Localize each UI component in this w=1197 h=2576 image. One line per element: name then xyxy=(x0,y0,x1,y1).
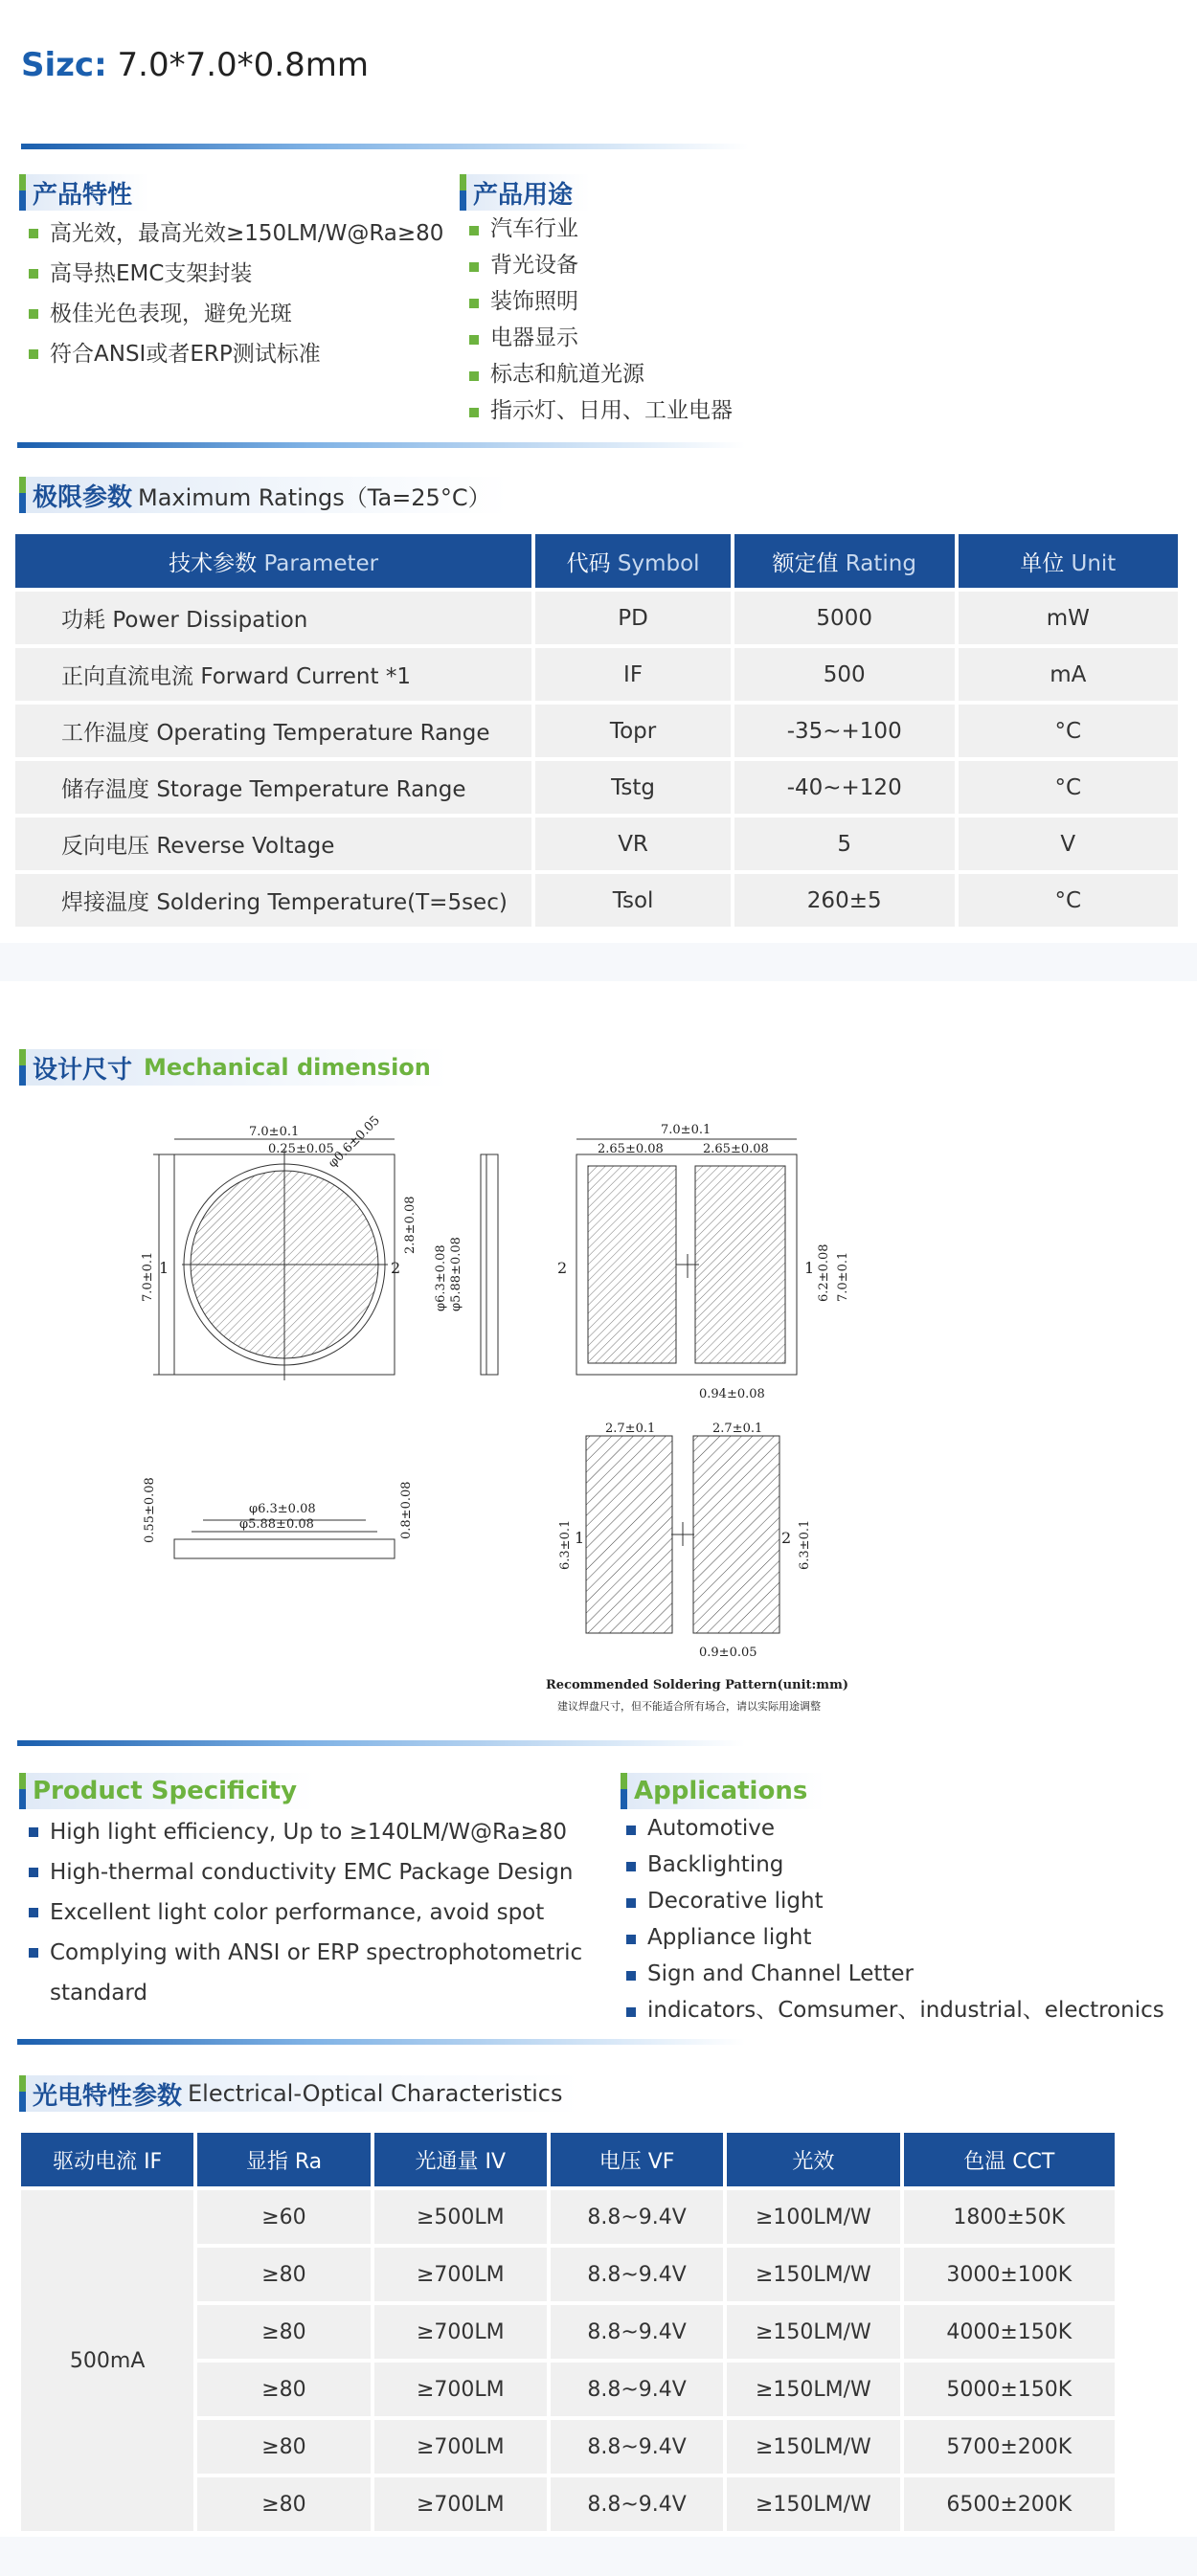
section-title-en: Maximum Ratings（Ta=25°C） xyxy=(138,483,491,511)
cell-unit: °C xyxy=(959,761,1178,814)
list-item: Sign and Channel Letter xyxy=(622,1956,1164,1992)
param-zh: 反向电压 xyxy=(61,834,149,859)
dim-label: 2.65±0.08 xyxy=(703,1142,769,1156)
list-item: 高光效，最高光效≥150LM/W@Ra≥80 xyxy=(25,213,443,254)
cell-rating: 5 xyxy=(734,818,955,870)
param-en: Power Dissipation xyxy=(112,608,308,633)
cell-vf: 8.8~9.4V xyxy=(551,2190,723,2244)
section-title-eo xyxy=(19,2075,580,2112)
list-item: 符合ANSI或者ERP测试标准 xyxy=(25,334,443,374)
col-header: 光效 xyxy=(727,2133,899,2186)
divider xyxy=(17,1740,745,1746)
cell-symbol: VR xyxy=(535,818,731,870)
col-header: 驱动电流 IF xyxy=(21,2133,193,2186)
section-title-text: Product Specificity xyxy=(33,1777,298,1805)
col-header-symbol xyxy=(535,534,731,588)
drawing-caption-zh: 建议焊盘尺寸，但不能适合所有场合，请以实际用途调整 xyxy=(557,1700,821,1713)
spec-en-list xyxy=(25,1812,582,2013)
header-en: Parameter xyxy=(263,550,379,576)
section-title-uses-cn xyxy=(460,174,590,211)
param-zh: 正向直流电流 xyxy=(61,664,193,689)
col-header-unit xyxy=(959,534,1178,588)
param-en: Soldering Temperature(T=5sec) xyxy=(156,890,508,915)
cell-iv: ≥700LM xyxy=(374,2420,547,2474)
list-item: Appliance light xyxy=(622,1919,1164,1956)
cell-rating: -35~+100 xyxy=(734,705,955,757)
section-title-zh: 设计尺寸 xyxy=(33,1055,133,1085)
cell-parameter xyxy=(15,705,531,757)
cell-ra: ≥80 xyxy=(197,2477,370,2531)
pin-label: 2 xyxy=(391,1259,401,1277)
header-zh: 单位 xyxy=(1020,550,1065,576)
dim-label: 7.0±0.1 xyxy=(249,1125,300,1139)
cell-cct: 3000±100K xyxy=(904,2248,1115,2301)
cell-rating: 5000 xyxy=(734,592,955,644)
features-cn-list xyxy=(25,213,443,374)
cell-iv: ≥500LM xyxy=(374,2190,547,2244)
col-header-parameter xyxy=(15,534,531,588)
list-item: High-thermal conductivity EMC Package Design xyxy=(25,1852,582,1893)
section-title-ratings xyxy=(19,477,508,513)
cell-vf: 8.8~9.4V xyxy=(551,2420,723,2474)
cell-eff: ≥150LM/W xyxy=(727,2248,899,2301)
cell-unit: mW xyxy=(959,592,1178,644)
section-title-text: Applications xyxy=(634,1777,808,1805)
param-en: Storage Temperature Range xyxy=(156,777,466,802)
cell-vf: 8.8~9.4V xyxy=(551,2477,723,2531)
cell-cct: 5000±150K xyxy=(904,2363,1115,2416)
section-title-apps-en xyxy=(621,1773,824,1809)
cell-symbol: Tstg xyxy=(535,761,731,814)
divider xyxy=(17,442,745,448)
list-item: 汽车行业 xyxy=(465,211,733,247)
cell-eff: ≥150LM/W xyxy=(727,2477,899,2531)
cell-ra: ≥80 xyxy=(197,2420,370,2474)
cell-cct: 5700±200K xyxy=(904,2420,1115,2474)
pin-label: 1 xyxy=(575,1529,585,1547)
cell-parameter xyxy=(15,761,531,814)
param-zh: 功耗 xyxy=(61,608,105,633)
cell-cct: 6500±200K xyxy=(904,2477,1115,2531)
list-item: Excellent light color performance, avoid spot xyxy=(25,1893,582,1933)
pad-view xyxy=(576,1139,797,1375)
section-title-features-cn xyxy=(19,174,149,211)
list-item-continuation: standard xyxy=(50,1981,148,2005)
table-row xyxy=(15,874,1178,927)
eo-table xyxy=(17,2129,1118,2535)
table-row xyxy=(15,592,1178,644)
list-item: 电器显示 xyxy=(465,320,733,356)
table-header-row xyxy=(15,534,1178,588)
dim-label: 2.65±0.08 xyxy=(598,1142,664,1156)
param-zh: 工作温度 xyxy=(61,721,149,746)
list-item: 装饰照明 xyxy=(465,283,733,320)
size-value: 7.0*7.0*0.8mm xyxy=(117,46,369,84)
header-zh: 技术参数 xyxy=(169,550,258,576)
cell-symbol: Topr xyxy=(535,705,731,757)
dim-label: 2.7±0.1 xyxy=(605,1422,656,1436)
cell-symbol: PD xyxy=(535,592,731,644)
cell-vf: 8.8~9.4V xyxy=(551,2363,723,2416)
col-header: 显指 Ra xyxy=(197,2133,370,2186)
mechanical-drawing xyxy=(124,1110,852,1723)
table-header-row xyxy=(21,2133,1115,2186)
header-zh: 额定值 xyxy=(772,550,839,576)
cell-ra: ≥80 xyxy=(197,2363,370,2416)
cell-vf: 8.8~9.4V xyxy=(551,2248,723,2301)
pin-label: 1 xyxy=(159,1259,169,1277)
section-band xyxy=(0,2537,1197,2576)
cell-rating: -40~+120 xyxy=(734,761,955,814)
cell-unit: °C xyxy=(959,705,1178,757)
list-item: High light efficiency, Up to ≥140LM/W@Ra≥80 xyxy=(25,1812,582,1852)
col-header: 电压 VF xyxy=(551,2133,723,2186)
col-header-rating xyxy=(734,534,955,588)
header-en: Rating xyxy=(845,550,916,576)
dim-label: 7.0±0.1 xyxy=(836,1251,850,1302)
cell-eff: ≥150LM/W xyxy=(727,2363,899,2416)
list-item: Complying with ANSI or ERP spectrophotometric xyxy=(25,1933,582,1973)
dim-label: φ5.88±0.08 xyxy=(239,1517,314,1532)
cell-iv: ≥700LM xyxy=(374,2363,547,2416)
param-zh: 焊接温度 xyxy=(61,890,149,915)
cell-parameter xyxy=(15,592,531,644)
header-en: Unit xyxy=(1071,550,1117,576)
list-item: Automotive xyxy=(622,1810,1164,1847)
cell-ra: ≥80 xyxy=(197,2248,370,2301)
param-zh: 储存温度 xyxy=(61,777,149,802)
uses-cn-list xyxy=(465,211,733,429)
cell-cct: 1800±50K xyxy=(904,2190,1115,2244)
dim-label: 0.55±0.08 xyxy=(143,1477,157,1543)
dim-label: 2.7±0.1 xyxy=(712,1422,763,1436)
cell-rating: 260±5 xyxy=(734,874,955,927)
size-label: Sizc: xyxy=(21,46,107,84)
dim-label: 0.9±0.05 xyxy=(699,1646,757,1660)
list-item: indicators、Comsumer、industrial、electronics xyxy=(622,1992,1164,2028)
dim-label: 0.8±0.08 xyxy=(399,1481,414,1539)
param-en: Reverse Voltage xyxy=(156,834,335,859)
col-header: 光通量 IV xyxy=(374,2133,547,2186)
dim-label: φ6.3±0.08 xyxy=(249,1502,316,1516)
header-en: Symbol xyxy=(617,550,700,576)
list-item: 极佳光色表现，避免光斑 xyxy=(25,294,443,334)
section-title-zh: 极限参数 xyxy=(33,482,133,512)
size-heading xyxy=(21,46,369,84)
section-title-mechanical xyxy=(19,1049,448,1086)
cell-unit: °C xyxy=(959,874,1178,927)
dim-label: 2.8±0.08 xyxy=(403,1196,418,1254)
list-item: 高导热EMC支架封装 xyxy=(25,254,443,294)
list-item: 标志和航道光源 xyxy=(465,356,733,392)
table-row xyxy=(15,818,1178,870)
cell-unit: V xyxy=(959,818,1178,870)
section-title-zh: 光电特性参数 xyxy=(33,2081,183,2111)
dim-label: φ6.3±0.08 xyxy=(434,1244,448,1311)
dim-label: 6.2±0.08 xyxy=(817,1243,831,1302)
param-en: Forward Current *1 xyxy=(200,664,411,689)
divider xyxy=(17,2039,745,2045)
table-row xyxy=(15,705,1178,757)
cell-unit: mA xyxy=(959,648,1178,701)
header-zh: 代码 xyxy=(566,550,611,576)
list-item: 背光设备 xyxy=(465,247,733,283)
ratings-table xyxy=(11,530,1182,930)
pin-label: 2 xyxy=(557,1259,568,1277)
section-title-en: Mechanical dimension xyxy=(144,1054,431,1081)
drawing-caption: Recommended Soldering Pattern(unit:mm) xyxy=(546,1678,848,1692)
cell-symbol: IF xyxy=(535,648,731,701)
section-title-spec-en xyxy=(19,1773,314,1809)
dim-label: 7.0±0.1 xyxy=(661,1123,711,1137)
cell-rating: 500 xyxy=(734,648,955,701)
list-item: Backlighting xyxy=(622,1847,1164,1883)
section-title-text: 产品用途 xyxy=(473,180,574,210)
cell-parameter xyxy=(15,648,531,701)
table-row xyxy=(21,2190,1115,2244)
dim-label: 0.94±0.08 xyxy=(699,1387,765,1401)
col-header: 色温 CCT xyxy=(904,2133,1115,2186)
pin-label: 1 xyxy=(804,1259,815,1277)
cell-eff: ≥100LM/W xyxy=(727,2190,899,2244)
list-item: 指示灯、日用、工业电器 xyxy=(465,392,733,429)
dim-label: φ5.88±0.08 xyxy=(449,1237,463,1311)
section-title-en: Electrical-Optical Characteristics xyxy=(188,2080,563,2107)
cell-current: 500mA xyxy=(21,2190,193,2531)
section-band xyxy=(0,943,1197,981)
cell-parameter xyxy=(15,874,531,927)
table-row xyxy=(15,761,1178,814)
cell-vf: 8.8~9.4V xyxy=(551,2305,723,2359)
cell-eff: ≥150LM/W xyxy=(727,2305,899,2359)
cell-eff: ≥150LM/W xyxy=(727,2420,899,2474)
cell-ra: ≥60 xyxy=(197,2190,370,2244)
pin-label: 2 xyxy=(781,1529,792,1547)
cell-symbol: Tsol xyxy=(535,874,731,927)
top-view xyxy=(153,1139,395,1380)
dim-label: 6.3±0.1 xyxy=(558,1519,573,1570)
cell-iv: ≥700LM xyxy=(374,2248,547,2301)
list-item: Decorative light xyxy=(622,1883,1164,1919)
apps-en-list xyxy=(622,1810,1164,2028)
section-title-text: 产品特性 xyxy=(33,180,133,210)
solder-pattern xyxy=(586,1436,779,1633)
table-row xyxy=(15,648,1178,701)
dim-label: φ0.6±0.05 xyxy=(326,1113,383,1171)
side-profile xyxy=(481,1154,498,1375)
param-en: Operating Temperature Range xyxy=(156,721,490,746)
cell-cct: 4000±150K xyxy=(904,2305,1115,2359)
cell-ra: ≥80 xyxy=(197,2305,370,2359)
dim-label: 0.25±0.05 xyxy=(268,1142,334,1156)
dim-label: 7.0±0.1 xyxy=(141,1251,155,1302)
cell-iv: ≥700LM xyxy=(374,2477,547,2531)
cell-iv: ≥700LM xyxy=(374,2305,547,2359)
cell-parameter xyxy=(15,818,531,870)
dim-label: 6.3±0.1 xyxy=(798,1519,812,1570)
divider xyxy=(21,144,749,149)
